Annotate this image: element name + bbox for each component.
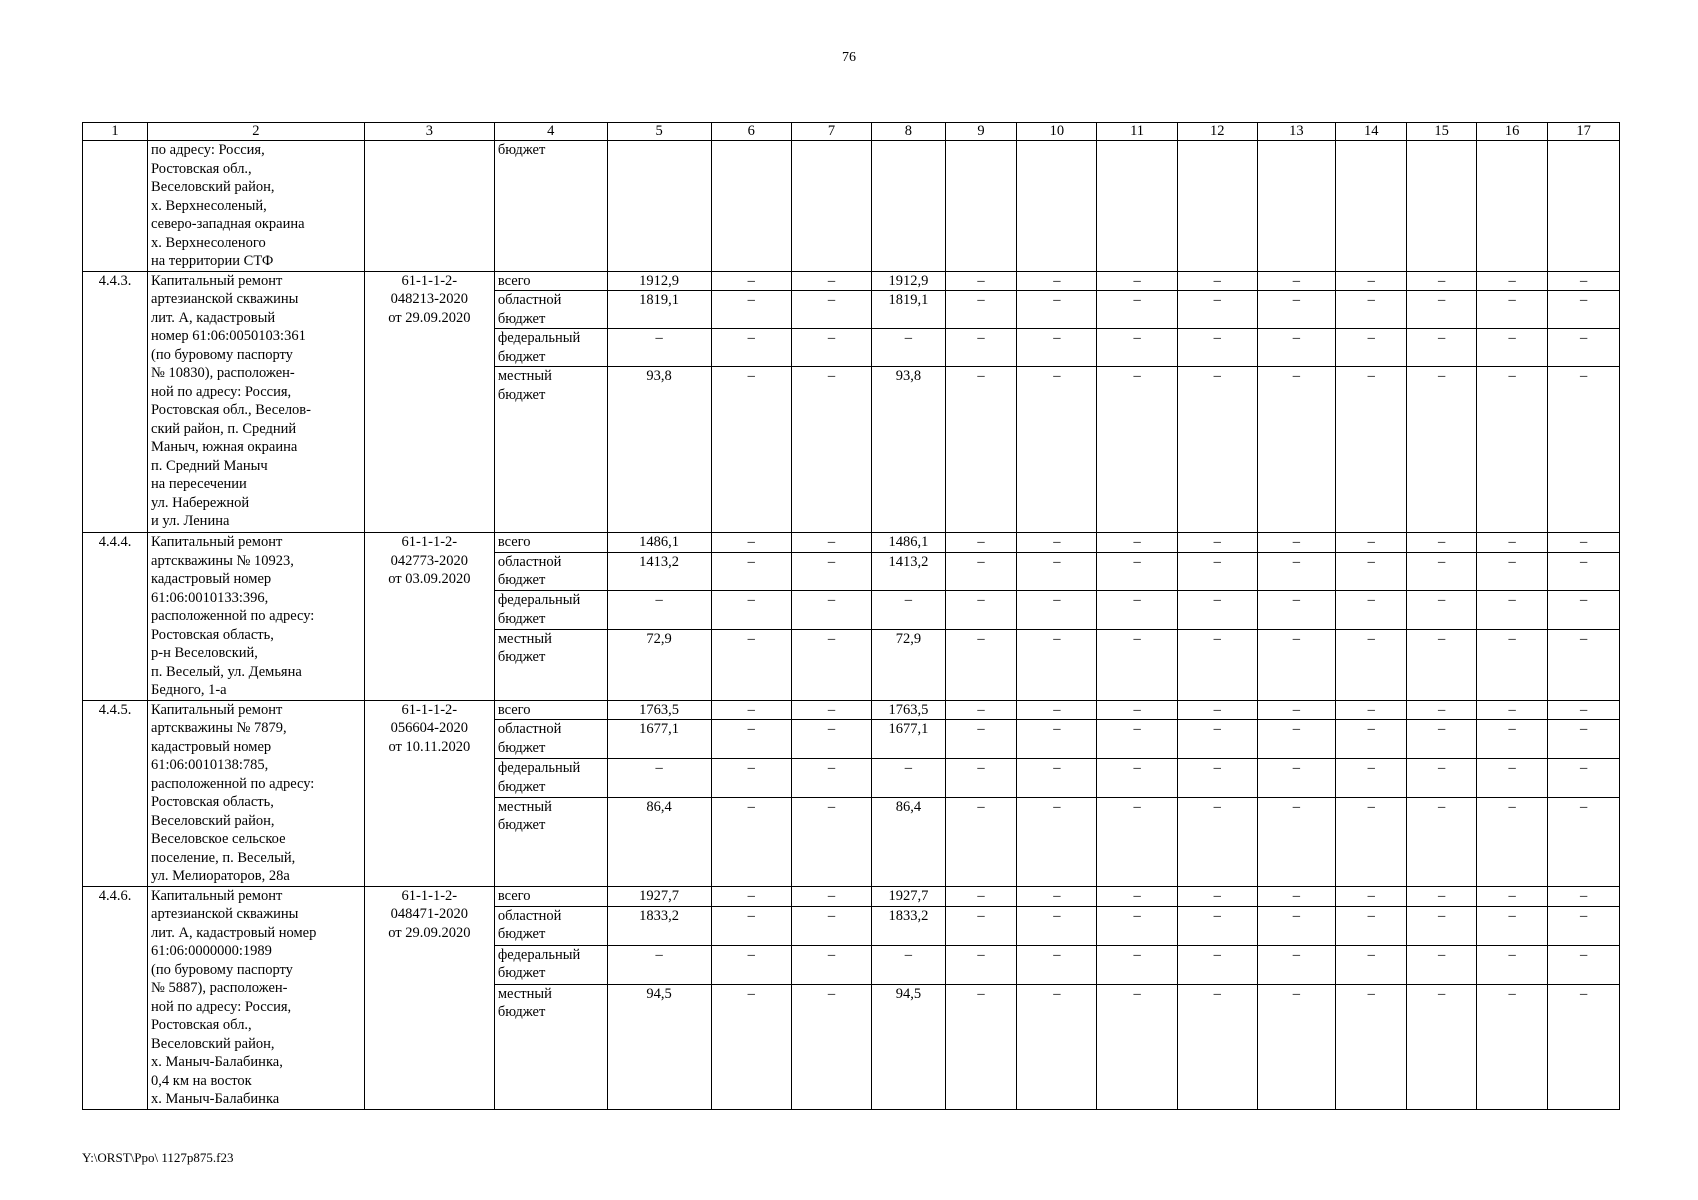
value-col-15: – — [1407, 759, 1476, 798]
value-col-15: – — [1407, 291, 1476, 329]
value-col-14: – — [1335, 291, 1407, 329]
value-col-9: – — [945, 700, 1017, 720]
value-col-14: – — [1335, 552, 1407, 590]
value-col-12: – — [1177, 367, 1257, 533]
value-col-10: – — [1017, 591, 1097, 629]
value-col-10: – — [1017, 906, 1097, 945]
value-col-7: – — [791, 329, 871, 367]
value-col-8: 1912,9 — [872, 271, 946, 291]
column-header: 17 — [1548, 123, 1620, 141]
value-col-11: – — [1097, 591, 1177, 629]
value-col-13: – — [1257, 886, 1335, 906]
value-col-12: – — [1177, 291, 1257, 329]
value-col-17: – — [1548, 367, 1620, 533]
value-col-10: – — [1017, 945, 1097, 984]
value-col-15: – — [1407, 906, 1476, 945]
value-col-10: – — [1017, 552, 1097, 590]
value-col-9: – — [945, 945, 1017, 984]
value-col-13: – — [1257, 271, 1335, 291]
cell-empty — [1335, 141, 1407, 272]
column-header: 15 — [1407, 123, 1476, 141]
value-col-5: 86,4 — [607, 797, 711, 886]
value-col-14: – — [1335, 945, 1407, 984]
value-col-8: 1763,5 — [872, 700, 946, 720]
value-col-13: – — [1257, 797, 1335, 886]
funding-source: всего — [494, 533, 607, 553]
value-col-15: – — [1407, 720, 1476, 759]
value-col-9: – — [945, 552, 1017, 590]
value-col-5: 1912,9 — [607, 271, 711, 291]
value-col-5: – — [607, 945, 711, 984]
table-row — [83, 700, 1620, 720]
value-col-14: – — [1335, 984, 1407, 1109]
page-number: 76 — [842, 50, 856, 65]
column-header: 9 — [945, 123, 1017, 141]
value-col-12: – — [1177, 533, 1257, 553]
funding-source: областной бюджет — [494, 906, 607, 945]
funding-source: местный бюджет — [494, 984, 607, 1109]
value-col-8: 94,5 — [872, 984, 946, 1109]
funding-source: всего — [494, 700, 607, 720]
object-description: Капитальный ремонт артскважины № 10923, кадастровый номер 61:06:0010133:396, расположенной по адресу: Ростовская область, р-н Веселовский, п. Веселый, ул. Демьяна Бедного, 1-а — [148, 533, 365, 701]
value-col-5: 1677,1 — [607, 720, 711, 759]
value-col-11: – — [1097, 984, 1177, 1109]
funding-source: областной бюджет — [494, 552, 607, 590]
value-col-13: – — [1257, 329, 1335, 367]
value-col-14: – — [1335, 329, 1407, 367]
value-col-8: 1486,1 — [872, 533, 946, 553]
value-col-13: – — [1257, 984, 1335, 1109]
value-col-5: 1833,2 — [607, 906, 711, 945]
value-col-11: – — [1097, 700, 1177, 720]
value-col-16: – — [1476, 591, 1548, 629]
value-col-11: – — [1097, 552, 1177, 590]
value-col-10: – — [1017, 984, 1097, 1109]
value-col-13: – — [1257, 552, 1335, 590]
value-col-11: – — [1097, 720, 1177, 759]
value-col-9: – — [945, 329, 1017, 367]
value-col-8: 1927,7 — [872, 886, 946, 906]
column-header: 10 — [1017, 123, 1097, 141]
value-col-14: – — [1335, 906, 1407, 945]
cell-empty — [1257, 141, 1335, 272]
value-col-6: – — [711, 329, 791, 367]
value-col-15: – — [1407, 797, 1476, 886]
value-col-13: – — [1257, 906, 1335, 945]
registration-number: 61-1-1-2- 048471-2020 от 29.09.2020 — [364, 886, 494, 1109]
value-col-9: – — [945, 629, 1017, 700]
funding-source: федеральный бюджет — [494, 759, 607, 798]
value-col-9: – — [945, 906, 1017, 945]
value-col-11: – — [1097, 629, 1177, 700]
registration-number: 61-1-1-2- 048213-2020 от 29.09.2020 — [364, 271, 494, 533]
value-col-5: – — [607, 329, 711, 367]
value-col-9: – — [945, 759, 1017, 798]
value-col-7: – — [791, 906, 871, 945]
column-header: 14 — [1335, 123, 1407, 141]
value-col-7: – — [791, 271, 871, 291]
value-col-8: 1677,1 — [872, 720, 946, 759]
funding-source: всего — [494, 271, 607, 291]
value-col-13: – — [1257, 945, 1335, 984]
value-col-6: – — [711, 591, 791, 629]
value-col-17: – — [1548, 291, 1620, 329]
value-col-6: – — [711, 720, 791, 759]
value-col-14: – — [1335, 759, 1407, 798]
value-col-5: 72,9 — [607, 629, 711, 700]
value-col-16: – — [1476, 945, 1548, 984]
value-col-6: – — [711, 291, 791, 329]
column-header: 2 — [148, 123, 365, 141]
value-col-7: – — [791, 533, 871, 553]
value-col-12: – — [1177, 629, 1257, 700]
value-col-16: – — [1476, 700, 1548, 720]
value-col-16: – — [1476, 720, 1548, 759]
value-col-17: – — [1548, 945, 1620, 984]
value-col-17: – — [1548, 329, 1620, 367]
column-header: 13 — [1257, 123, 1335, 141]
value-col-8: 72,9 — [872, 629, 946, 700]
value-col-12: – — [1177, 720, 1257, 759]
value-col-7: – — [791, 700, 871, 720]
item-number: 4.4.4. — [83, 533, 148, 701]
funding-source: местный бюджет — [494, 367, 607, 533]
value-col-10: – — [1017, 886, 1097, 906]
value-col-17: – — [1548, 552, 1620, 590]
value-col-12: – — [1177, 700, 1257, 720]
value-col-9: – — [945, 271, 1017, 291]
value-col-16: – — [1476, 629, 1548, 700]
value-col-12: – — [1177, 945, 1257, 984]
value-col-5: 1763,5 — [607, 700, 711, 720]
value-col-12: – — [1177, 984, 1257, 1109]
value-col-7: – — [791, 886, 871, 906]
value-col-8: 1413,2 — [872, 552, 946, 590]
value-col-17: – — [1548, 720, 1620, 759]
value-col-13: – — [1257, 720, 1335, 759]
value-col-7: – — [791, 291, 871, 329]
value-col-15: – — [1407, 329, 1476, 367]
value-col-6: – — [711, 759, 791, 798]
value-col-14: – — [1335, 629, 1407, 700]
value-col-7: – — [791, 945, 871, 984]
column-header: 3 — [364, 123, 494, 141]
value-col-11: – — [1097, 329, 1177, 367]
value-col-13: – — [1257, 759, 1335, 798]
value-col-16: – — [1476, 533, 1548, 553]
value-col-10: – — [1017, 759, 1097, 798]
column-header: 7 — [791, 123, 871, 141]
value-col-13: – — [1257, 367, 1335, 533]
value-col-14: – — [1335, 591, 1407, 629]
value-col-6: – — [711, 271, 791, 291]
value-col-8: – — [872, 759, 946, 798]
value-col-8: – — [872, 591, 946, 629]
value-col-16: – — [1476, 906, 1548, 945]
value-col-13: – — [1257, 591, 1335, 629]
cell-num — [83, 141, 148, 272]
funding-source: федеральный бюджет — [494, 945, 607, 984]
cell-empty — [1476, 141, 1548, 272]
value-col-9: – — [945, 797, 1017, 886]
cell-empty — [1017, 141, 1097, 272]
value-col-9: – — [945, 591, 1017, 629]
table-body — [83, 123, 1620, 1110]
value-col-15: – — [1407, 367, 1476, 533]
value-col-17: – — [1548, 629, 1620, 700]
cell-empty — [1407, 141, 1476, 272]
value-col-7: – — [791, 759, 871, 798]
value-col-6: – — [711, 906, 791, 945]
object-description: по адресу: Россия, Ростовская обл., Веселовский район, х. Верхнесоленый, северо-западная окраина х. Верхнесоленого на территории СТФ — [148, 141, 365, 272]
funding-source: местный бюджет — [494, 629, 607, 700]
cell-empty — [607, 141, 711, 272]
value-col-14: – — [1335, 367, 1407, 533]
cell-empty — [945, 141, 1017, 272]
object-description: Капитальный ремонт артезианской скважины лит. А, кадастровый номер 61:06:0050103:361 (по буровому паспорту № 10830), расположен- ной по адресу: Россия, Ростовская обл., Веселов- ский район, п. Средний Маныч, южная окраина п. Средний Маныч на пересечении ул. Набережной и ул. Ленина — [148, 271, 365, 533]
cell-empty — [711, 141, 791, 272]
value-col-16: – — [1476, 886, 1548, 906]
value-col-10: – — [1017, 367, 1097, 533]
value-col-10: – — [1017, 291, 1097, 329]
value-col-12: – — [1177, 552, 1257, 590]
value-col-15: – — [1407, 552, 1476, 590]
value-col-5: – — [607, 759, 711, 798]
value-col-14: – — [1335, 886, 1407, 906]
value-col-17: – — [1548, 271, 1620, 291]
value-col-14: – — [1335, 271, 1407, 291]
value-col-15: – — [1407, 591, 1476, 629]
value-col-6: – — [711, 797, 791, 886]
funding-source: местный бюджет — [494, 797, 607, 886]
value-col-9: – — [945, 984, 1017, 1109]
object-description: Капитальный ремонт артскважины № 7879, кадастровый номер 61:06:0010138:785, расположенной по адресу: Ростовская область, Веселовский район, Веселовское сельское поселение, п. Веселый, ул. Мелиораторов, 28а — [148, 700, 365, 886]
value-col-7: – — [791, 629, 871, 700]
value-col-16: – — [1476, 329, 1548, 367]
value-col-8: 1819,1 — [872, 291, 946, 329]
item-number: 4.4.5. — [83, 700, 148, 886]
value-col-9: – — [945, 720, 1017, 759]
value-col-6: – — [711, 629, 791, 700]
value-col-8: 93,8 — [872, 367, 946, 533]
value-col-16: – — [1476, 797, 1548, 886]
funding-source: бюджет — [494, 141, 607, 272]
value-col-6: – — [711, 945, 791, 984]
value-col-13: – — [1257, 533, 1335, 553]
value-col-12: – — [1177, 329, 1257, 367]
value-col-15: – — [1407, 271, 1476, 291]
funding-source: областной бюджет — [494, 720, 607, 759]
column-header: 5 — [607, 123, 711, 141]
value-col-16: – — [1476, 291, 1548, 329]
value-col-5: 94,5 — [607, 984, 711, 1109]
value-col-15: – — [1407, 945, 1476, 984]
value-col-9: – — [945, 533, 1017, 553]
column-header: 1 — [83, 123, 148, 141]
column-header: 4 — [494, 123, 607, 141]
value-col-7: – — [791, 797, 871, 886]
value-col-6: – — [711, 533, 791, 553]
value-col-11: – — [1097, 906, 1177, 945]
value-col-17: – — [1548, 700, 1620, 720]
value-col-15: – — [1407, 533, 1476, 553]
value-col-16: – — [1476, 984, 1548, 1109]
item-number: 4.4.3. — [83, 271, 148, 533]
funding-source: областной бюджет — [494, 291, 607, 329]
value-col-16: – — [1476, 271, 1548, 291]
value-col-16: – — [1476, 759, 1548, 798]
value-col-11: – — [1097, 533, 1177, 553]
continuation-row — [83, 141, 1620, 272]
cell-reg — [364, 141, 494, 272]
cell-empty — [1548, 141, 1620, 272]
value-col-14: – — [1335, 533, 1407, 553]
value-col-5: – — [607, 591, 711, 629]
value-col-5: 1819,1 — [607, 291, 711, 329]
value-col-15: – — [1407, 700, 1476, 720]
value-col-7: – — [791, 367, 871, 533]
value-col-14: – — [1335, 797, 1407, 886]
registration-number: 61-1-1-2- 042773-2020 от 03.09.2020 — [364, 533, 494, 701]
value-col-17: – — [1548, 797, 1620, 886]
value-col-7: – — [791, 984, 871, 1109]
value-col-17: – — [1548, 591, 1620, 629]
header-row — [83, 123, 1620, 141]
value-col-12: – — [1177, 759, 1257, 798]
value-col-6: – — [711, 552, 791, 590]
value-col-11: – — [1097, 886, 1177, 906]
column-header: 12 — [1177, 123, 1257, 141]
value-col-9: – — [945, 886, 1017, 906]
value-col-8: 1833,2 — [872, 906, 946, 945]
value-col-12: – — [1177, 797, 1257, 886]
value-col-12: – — [1177, 271, 1257, 291]
value-col-10: – — [1017, 797, 1097, 886]
cell-empty — [1097, 141, 1177, 272]
value-col-15: – — [1407, 886, 1476, 906]
table-row — [83, 271, 1620, 291]
value-col-6: – — [711, 700, 791, 720]
registration-number: 61-1-1-2- 056604-2020 от 10.11.2020 — [364, 700, 494, 886]
value-col-6: – — [711, 367, 791, 533]
table-row — [83, 533, 1620, 553]
value-col-15: – — [1407, 629, 1476, 700]
column-header: 6 — [711, 123, 791, 141]
column-header: 16 — [1476, 123, 1548, 141]
value-col-12: – — [1177, 886, 1257, 906]
value-col-10: – — [1017, 329, 1097, 367]
value-col-14: – — [1335, 700, 1407, 720]
value-col-17: – — [1548, 984, 1620, 1109]
item-number: 4.4.6. — [83, 886, 148, 1109]
value-col-10: – — [1017, 629, 1097, 700]
value-col-10: – — [1017, 720, 1097, 759]
value-col-5: 1413,2 — [607, 552, 711, 590]
value-col-10: – — [1017, 271, 1097, 291]
file-path-footer: Y:\ORST\Ppo\ 1127p875.f23 — [82, 1150, 234, 1165]
value-col-11: – — [1097, 945, 1177, 984]
value-col-9: – — [945, 291, 1017, 329]
funding-source: федеральный бюджет — [494, 329, 607, 367]
cell-empty — [791, 141, 871, 272]
value-col-11: – — [1097, 291, 1177, 329]
column-header: 11 — [1097, 123, 1177, 141]
value-col-13: – — [1257, 700, 1335, 720]
value-col-16: – — [1476, 552, 1548, 590]
value-col-10: – — [1017, 700, 1097, 720]
value-col-17: – — [1548, 886, 1620, 906]
value-col-5: 1486,1 — [607, 533, 711, 553]
value-col-9: – — [945, 367, 1017, 533]
value-col-5: 1927,7 — [607, 886, 711, 906]
value-col-6: – — [711, 886, 791, 906]
value-col-12: – — [1177, 591, 1257, 629]
funding-source: федеральный бюджет — [494, 591, 607, 629]
funding-source: всего — [494, 886, 607, 906]
value-col-7: – — [791, 552, 871, 590]
value-col-8: 86,4 — [872, 797, 946, 886]
value-col-16: – — [1476, 367, 1548, 533]
value-col-13: – — [1257, 291, 1335, 329]
column-header: 8 — [872, 123, 946, 141]
value-col-11: – — [1097, 367, 1177, 533]
value-col-6: – — [711, 984, 791, 1109]
value-col-8: – — [872, 945, 946, 984]
value-col-7: – — [791, 591, 871, 629]
value-col-11: – — [1097, 759, 1177, 798]
object-description: Капитальный ремонт артезианской скважины лит. А, кадастровый номер 61:06:0000000:1989 (по буровому паспорту № 5887), расположен- ной по адресу: Россия, Ростовская обл., Веселовский район, х. Маныч-Балабинка, 0,4 км на восток х. Маныч-Балабинка — [148, 886, 365, 1109]
value-col-11: – — [1097, 797, 1177, 886]
value-col-15: – — [1407, 984, 1476, 1109]
value-col-8: – — [872, 329, 946, 367]
value-col-12: – — [1177, 906, 1257, 945]
value-col-17: – — [1548, 533, 1620, 553]
budget-table — [82, 122, 1620, 1110]
value-col-5: 93,8 — [607, 367, 711, 533]
value-col-17: – — [1548, 906, 1620, 945]
value-col-7: – — [791, 720, 871, 759]
table-row — [83, 886, 1620, 906]
value-col-11: – — [1097, 271, 1177, 291]
value-col-14: – — [1335, 720, 1407, 759]
value-col-17: – — [1548, 759, 1620, 798]
value-col-13: – — [1257, 629, 1335, 700]
cell-empty — [1177, 141, 1257, 272]
cell-empty — [872, 141, 946, 272]
value-col-10: – — [1017, 533, 1097, 553]
